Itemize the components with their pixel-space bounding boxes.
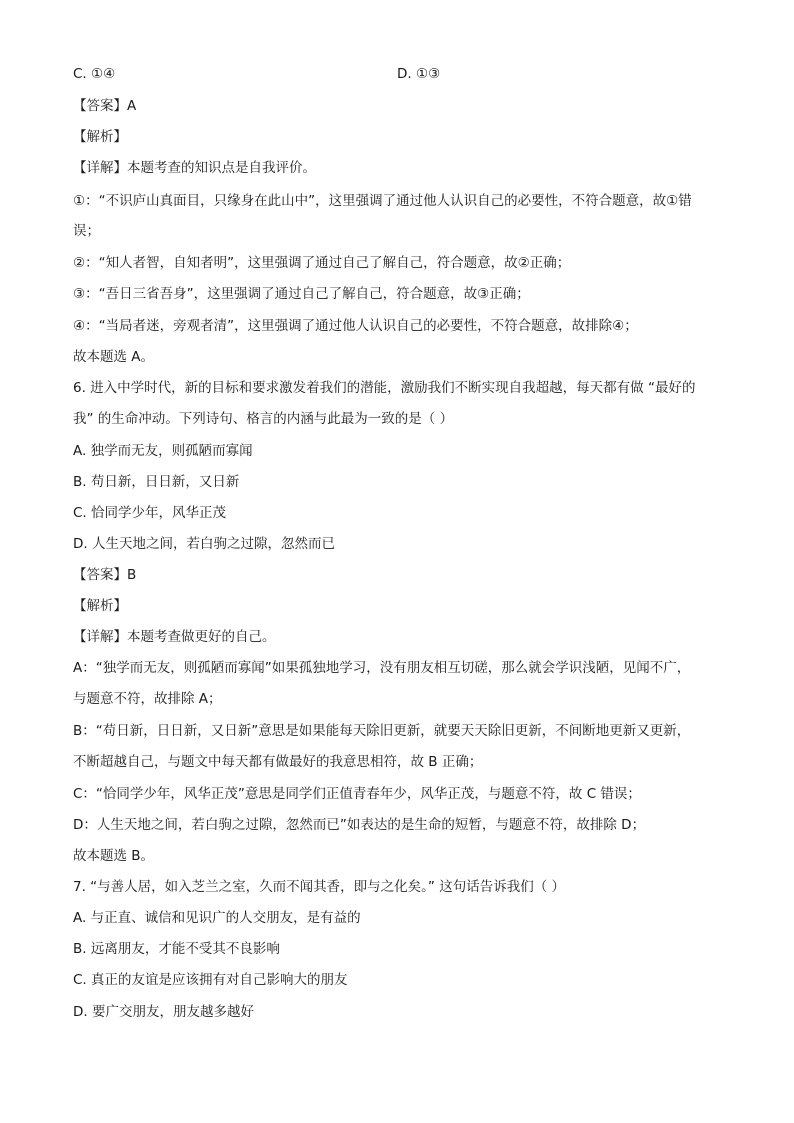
q5-conclusion: 故本题选 A。: [73, 349, 155, 365]
q6-option-c: C. 恰同学少年，风华正茂: [73, 505, 227, 521]
q6-line-5: C：“恰同学少年，风华正茂”意思是同学们正值青春年少，风华正茂，与题意不符，故 C 错误；: [73, 786, 641, 802]
q6-stem-line-2: 我” 的生命冲动。下列诗句、格言的内涵与此最为一致的是（ ）: [73, 411, 454, 427]
q5-analysis-label: 【解析】: [73, 129, 127, 145]
q6-detail: 【详解】本题考查做更好的自己。: [73, 629, 276, 645]
q5-line-5: ④：“当局者迷，旁观者清”，这里强调了通过他人认识自己的必要性，不符合题意，故排除④；: [73, 318, 638, 334]
q5-line-4: ③：“吾日三省吾身”，这里强调了通过自己了解自己，符合题意，故③正确；: [73, 286, 530, 302]
q6-option-b: B. 苟日新，日日新，又日新: [73, 474, 240, 490]
q6-analysis-label: 【解析】: [73, 598, 127, 614]
q6-line-3: B：“苟日新，日日新，又日新”意思是如果能每天除旧更新，就要天天除旧更新，不间断地更新又更新，: [73, 723, 691, 739]
q6-line-1: A：“独学而无友，则孤陋而寡闻”如果孤独地学习，没有朋友相互切磋，那么就会学识浅陋，见闻不广，: [73, 660, 691, 676]
q6-stem-line-1: 6. 进入中学时代，新的目标和要求激发着我们的潜能，激励我们不断实现自我超越，每天都有做 “最好的: [73, 380, 696, 396]
q5-line-3: ②：“知人者智，自知者明”，这里强调了通过自己了解自己，符合题意，故②正确；: [73, 255, 571, 271]
q6-line-6: D：人生天地之间，若白驹之过隙，忽然而已”如表达的是生命的短暂，与题意不符，故排除 D；: [73, 817, 646, 833]
q6-conclusion: 故本题选 B。: [73, 848, 155, 864]
q5-answer: 【答案】A: [73, 98, 137, 114]
q7-option-a: A. 与正直、诚信和见识广的人交朋友，是有益的: [73, 910, 361, 926]
q6-line-2: 与题意不符，故排除 A；: [73, 691, 222, 707]
q7-option-b: B. 远离朋友，才能不受其不良影响: [73, 941, 280, 957]
q7-option-c: C. 真正的友谊是应该拥有对自己影响大的朋友: [73, 972, 348, 988]
q6-option-a: A. 独学而无友，则孤陋而寡闻: [73, 443, 253, 459]
option-d: D. ①③: [397, 66, 441, 82]
q6-answer: 【答案】B: [73, 567, 137, 583]
option-c: C. ①④: [73, 66, 116, 82]
q7-option-d: D. 要广交朋友，朋友越多越好: [73, 1004, 254, 1020]
q6-option-d: D. 人生天地之间，若白驹之过隙，忽然而已: [73, 536, 335, 552]
q5-line-1: ①：“不识庐山真面目，只缘身在此山中”，这里强调了通过他人认识自己的必要性，不符合题意，故①错: [73, 193, 692, 209]
q7-stem: 7. “与善人居，如入芝兰之室，久而不闻其香，即与之化矣。” 这句话告诉我们（ ）: [73, 879, 565, 895]
q6-line-4: 不断超越自己，与题文中每天都有做最好的我意思相符，故 B 正确；: [73, 754, 483, 770]
q5-line-2: 误；: [73, 223, 100, 239]
q5-detail: 【详解】本题考查的知识点是自我评价。: [73, 160, 316, 176]
previous-question-options: [73, 64, 733, 84]
